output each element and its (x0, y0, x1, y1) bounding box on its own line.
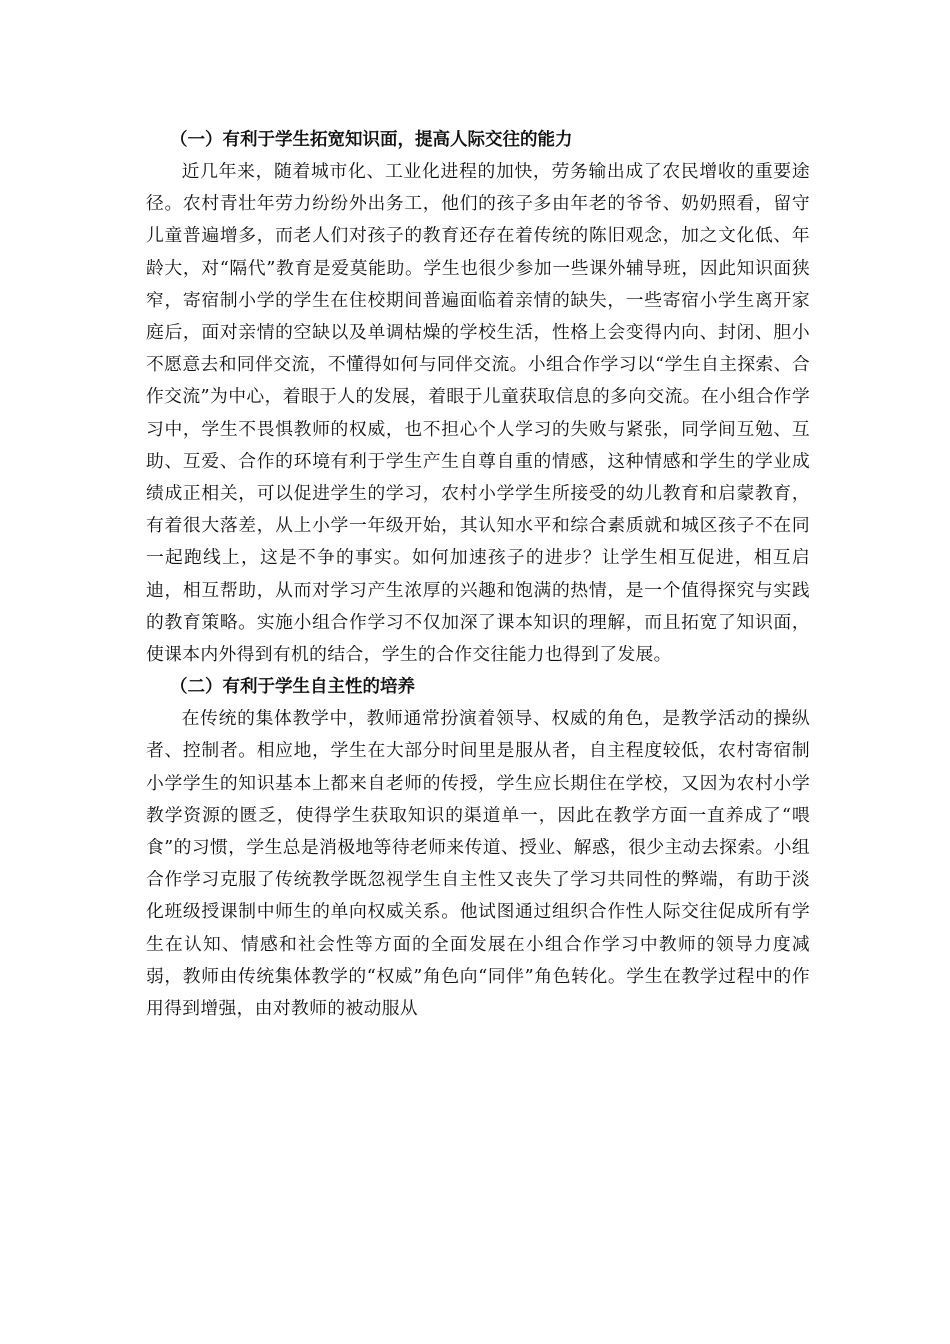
section-heading-2: （二）有利于学生自主性的培养 (170, 677, 415, 698)
section-paragraph-1: 近几年来，随着城市化、工业化进程的加快，劳务输出成了农民增收的重要途径。农村青壮年劳力纷纷外出务工，他们的孩子多由年老的爷爷、奶奶照看，留守儿童普遍增多，而老人们对孩子的教育还存在着传统的陈旧观念，加之文化低、年龄大，对“隔代”教育是爱莫能助。学生也很少参加一些课外辅导班，因此知识面狭窄，寄宿制小学的学生在住校期间普遍面临着亲情的缺失，一些寄宿小学生离开家庭后，面对亲情的空缺以及单调枯燥的学校生活，性格上会变得内向、封闭、胆小不愿意去和同伴交流，不懂得如何与同伴交流。小组合作学习以“学生自主探索、合作交流”为中心，着眼于人的发展，着眼于儿童获取信息的多向交流。在小组合作学习中，学生不畏惧教师的权威，也不担心个人学习的失败与紧张，同学间互勉、互助、互爱、合作的环境有利于学生产生自尊自重的情感，这种情感和学生的学业成绩成正相关，可以促进学生的学习，农村小学学生所接受的幼儿教育和启蒙教育，有着很大落差，从上小学一年级开始，其认知水平和综合素质就和城区孩子不在同一起跑线上，这是不争的事实。如何加速孩子的进步？让学生相互促进，相互启迪，相互帮助，从而对学习产生浓厚的兴趣和饱满的热情，是一个值得探究与实践的教育策略。实施小组合作学习不仅加深了课本知识的理解，而且拓宽了知识面，使课本内外得到有机的结合，学生的合作交往能力也得到了发展。 (146, 161, 810, 666)
section-heading-1: （一）有利于学生拓宽知识面，提高人际交往的能力 (170, 130, 573, 150)
section-paragraph-2: 在传统的集体教学中，教师通常扮演着领导、权威的角色，是教学活动的操纵者、控制者。相应地，学生在大部分时间里是服从者，自主程度较低，农村寄宿制小学学生的知识基本上都来自老师的传授，学生应长期住在学校，又因为农村小学教学资源的匮乏，使得学生获取知识的渠道单一，因此在教学方面一直养成了“喂食”的习惯，学生总是消极地等待老师来传道、授业、解惑，很少主动去探索。小组合作学习克服了传统教学既忽视学生自主性又丧失了学习共同性的弊端，有助于淡化班级授课制中师生的单向权威关系。他试图通过组织合作性人际交往促成所有学生在认知、情感和社会性等方面的全面发展在小组合作学习中教师的领导力度减弱，教师由传统集体教学的“权威”角色向“同伴”角色转化。学生在教学过程中的作用得到增强，由对教师的被动服从 (146, 708, 810, 1020)
document-body (146, 124, 810, 1025)
